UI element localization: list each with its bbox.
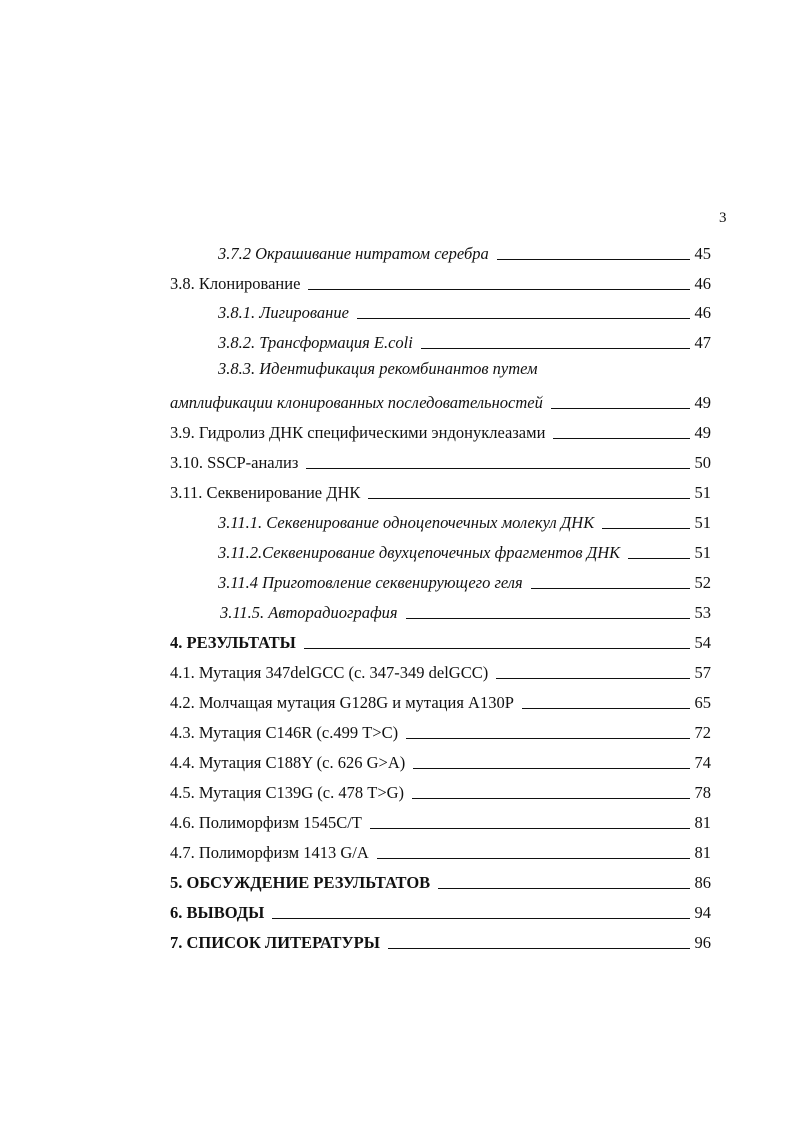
- toc-leader: [553, 438, 690, 439]
- toc-entry-4-7[interactable]: [170, 839, 711, 863]
- toc-page-number: 94: [694, 903, 711, 922]
- toc-entry-3-11-5[interactable]: [220, 599, 711, 623]
- toc-leader: [413, 768, 690, 769]
- toc-leader: [308, 289, 690, 290]
- toc-page-number: 74: [694, 753, 711, 772]
- toc-leader: [388, 948, 690, 949]
- toc-entry-6[interactable]: [170, 899, 711, 923]
- toc-page-number: 81: [694, 843, 711, 862]
- toc-entry-3-11[interactable]: [170, 479, 711, 503]
- toc-entry-3-8[interactable]: [170, 270, 711, 294]
- toc-entry-4-1[interactable]: [170, 659, 711, 683]
- toc-entry-3-10[interactable]: [170, 449, 711, 473]
- toc-leader: [522, 708, 690, 709]
- toc-leader: [357, 318, 690, 319]
- toc-entry-3-8-1[interactable]: [218, 299, 711, 323]
- toc-entry-3-8-2[interactable]: [218, 329, 711, 353]
- toc-page-number: 54: [694, 633, 711, 652]
- toc-page-number: 50: [694, 453, 711, 472]
- toc-entry-4-5[interactable]: [170, 779, 711, 803]
- toc-entry-label: 3.8. Клонирование: [170, 274, 301, 293]
- toc-page-number: 46: [694, 274, 711, 293]
- toc-leader: [406, 738, 690, 739]
- toc-entry-3-11-4[interactable]: [218, 569, 711, 593]
- toc-page-number: 51: [694, 543, 711, 562]
- toc-page-number: 65: [694, 693, 711, 712]
- toc-page-number: 51: [694, 513, 711, 532]
- toc-page-number: 47: [694, 333, 711, 352]
- toc-page-number: 53: [694, 603, 711, 622]
- toc-entry-label: 3.11.4 Приготовление секвенирующего геля: [218, 573, 523, 592]
- toc-entry-3-8-3[interactable]: [170, 389, 711, 413]
- toc-leader: [272, 918, 690, 919]
- toc-leader: [628, 558, 690, 559]
- toc-leader: [406, 618, 690, 619]
- toc-entry-3-11-1[interactable]: [218, 509, 711, 533]
- toc-entry-label: 4.2. Молчащая мутация G128G и мутация A130P: [170, 693, 514, 712]
- toc-page-number: 49: [694, 423, 711, 442]
- toc-leader: [377, 858, 690, 859]
- toc-entry-3-8-3-line1: 3.8.3. Идентификация рекомбинантов путем: [218, 359, 538, 378]
- toc-entry-3-11-2[interactable]: [218, 539, 711, 563]
- toc-entry-7[interactable]: [170, 929, 711, 953]
- toc-entry-label: 4.1. Мутация 347delGCC (с. 347-349 delGCC): [170, 663, 489, 682]
- toc-entry-4-3[interactable]: [170, 719, 711, 743]
- toc-entry-label: 4.3. Мутация С146R (с.499 T>C): [170, 723, 399, 742]
- toc-entry-3-7-2[interactable]: [218, 240, 711, 264]
- toc-leader: [370, 828, 690, 829]
- toc-page-number: 96: [694, 933, 711, 952]
- toc-entry-label: 4.7. Полиморфизм 1413 G/A: [170, 843, 369, 862]
- toc-entry-label: 5. ОБСУЖДЕНИЕ РЕЗУЛЬТАТОВ: [170, 873, 431, 892]
- toc-leader: [602, 528, 690, 529]
- toc-entry-4-6[interactable]: [170, 809, 711, 833]
- toc-leader: [551, 408, 690, 409]
- page-number: 3: [719, 210, 727, 226]
- toc-entry-3-9[interactable]: [170, 419, 711, 443]
- toc-leader: [497, 259, 690, 260]
- toc-page-number: 72: [694, 723, 711, 742]
- toc-entry-label: 3.11.1. Секвенирование одноцепочечных молекул ДНК: [218, 513, 595, 532]
- toc-entry-label: 7. СПИСОК ЛИТЕРАТУРЫ: [170, 933, 380, 952]
- toc-entry-label: 3.8.1. Лигирование: [218, 303, 349, 322]
- toc-entry-label: амплификации клонированных последовательностей: [170, 393, 543, 412]
- toc-entry-4-4[interactable]: [170, 749, 711, 773]
- toc-page-number: 78: [694, 783, 711, 802]
- toc-entry-label: 3.7.2 Окрашивание нитратом серебра: [218, 244, 489, 263]
- toc-entry-label: 6. ВЫВОДЫ: [170, 903, 265, 922]
- toc-leader: [304, 648, 690, 649]
- toc-leader: [438, 888, 690, 889]
- toc-entry-label: 4. РЕЗУЛЬТАТЫ: [170, 633, 296, 652]
- toc-leader: [306, 468, 690, 469]
- toc-entry-label: 3.11.2.Секвенирование двухцепочечных фрагментов ДНК: [218, 543, 621, 562]
- toc-page-number: 86: [694, 873, 711, 892]
- toc-entry-5[interactable]: [170, 869, 711, 893]
- toc-page-number: 49: [694, 393, 711, 412]
- toc-page-number: 81: [694, 813, 711, 832]
- toc-leader: [412, 798, 690, 799]
- toc-entry-label: 3.9. Гидролиз ДНК специфическими эндонуклеазами: [170, 423, 546, 442]
- toc-entry-label: 3.10. SSCP-анализ: [170, 453, 299, 472]
- toc-entry-4-2[interactable]: [170, 689, 711, 713]
- toc-page-number: 46: [694, 303, 711, 322]
- toc-leader: [421, 348, 690, 349]
- toc-entry-label: 3.11. Секвенирование ДНК: [170, 483, 361, 502]
- toc-entry-label: 4.4. Мутация C188Y (с. 626 G>A): [170, 753, 406, 772]
- toc-leader: [368, 498, 690, 499]
- toc-entry-4[interactable]: [170, 629, 711, 653]
- toc-leader: [531, 588, 690, 589]
- toc-page-number: 51: [694, 483, 711, 502]
- toc-entry-label: 4.5. Мутация С139G (с. 478 T>G): [170, 783, 405, 802]
- toc-leader: [496, 678, 690, 679]
- toc-entry-label: 4.6. Полиморфизм 1545C/T: [170, 813, 362, 832]
- toc-entry-label: 3.11.5. Авторадиография: [220, 603, 398, 622]
- toc-entry-label: 3.8.2. Трансформация E.coli: [218, 333, 413, 352]
- toc-page-number: 57: [694, 663, 711, 682]
- toc-page-number: 52: [694, 573, 711, 592]
- toc-page-number: 45: [694, 244, 711, 263]
